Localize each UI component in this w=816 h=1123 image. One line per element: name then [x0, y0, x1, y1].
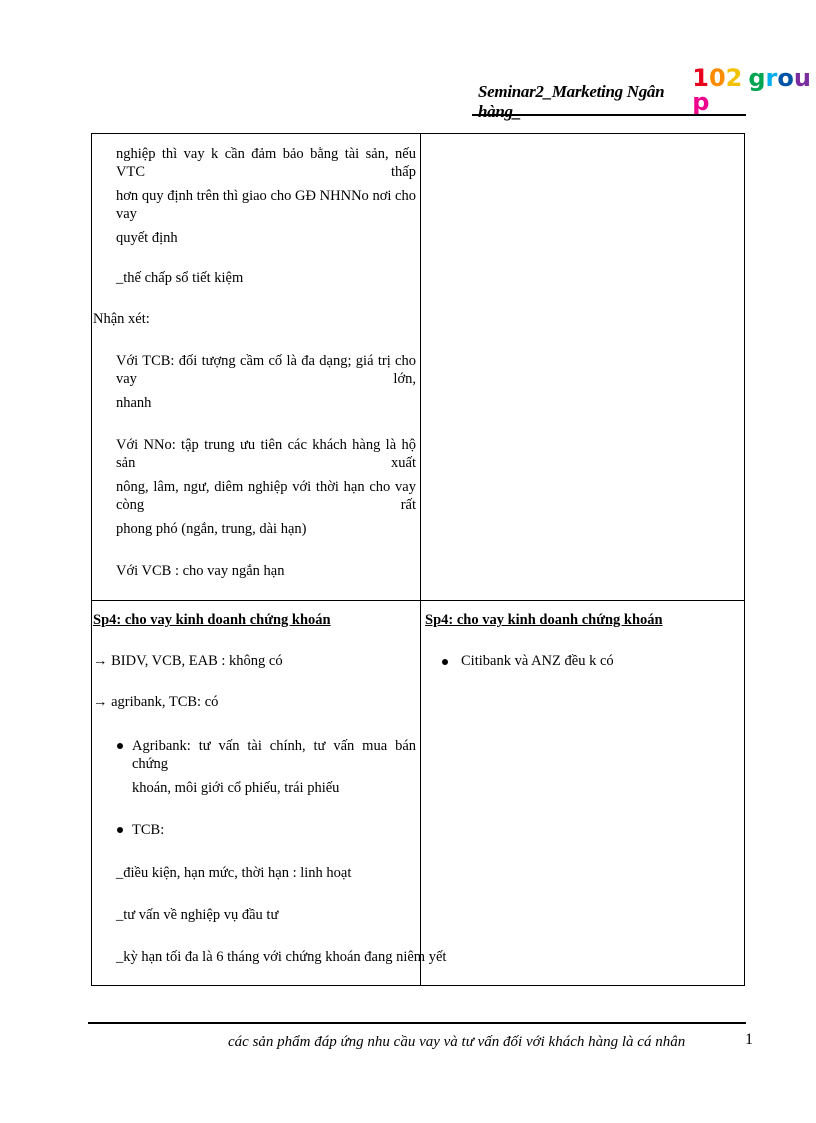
arrow-item: [93, 652, 283, 670]
logo-letter: u: [793, 64, 811, 92]
table-cell-top-left: [92, 134, 420, 600]
text-line: Với VCB : cho vay ngắn hạn: [116, 563, 285, 579]
group-logo: [692, 66, 816, 114]
table-cell-bottom-left: [92, 601, 447, 986]
footer-text: các sản phẩm đáp ứng nhu cầu vay và tư vấn đối với khách hàng là cá nhân: [228, 1034, 686, 1050]
logo-letter: 0: [708, 64, 726, 92]
bullet-icon: [117, 827, 123, 833]
text-line: _kỳ hạn tối đa là 6 tháng với chứng khoán đang niêm yết: [116, 949, 447, 965]
bullet-icon: [117, 743, 123, 749]
section-heading: Sp4: cho vay kinh doanh chứng khoán: [93, 612, 331, 628]
page-number: 1: [745, 1031, 753, 1048]
bullet-text: khoán, môi giới cổ phiếu, trái phiếu: [132, 780, 340, 796]
bullet-text: TCB:: [132, 822, 165, 838]
content-table: [91, 133, 745, 986]
logo-letter: r: [765, 64, 778, 92]
logo-letter: 2: [725, 64, 743, 92]
logo-letter: p: [692, 88, 710, 116]
arrow-icon: →: [93, 694, 108, 710]
bullet-text: Citibank và ANZ đều k có: [461, 653, 614, 669]
text-line: nghiệp thì vay k cần đảm bảo bằng tài sản, nếu VTC thấp: [116, 146, 416, 180]
logo-letter: o: [777, 64, 794, 92]
text-line: nông, lâm, ngư, diêm nghiệp với thời hạn cho vay còng rất: [116, 479, 416, 513]
bullet-text: Agribank: tư vấn tài chính, tư vấn mua bán chứng: [132, 738, 416, 772]
text-line: quyết định: [116, 230, 178, 246]
arrow-icon: →: [93, 653, 108, 669]
arrow-item-text: BIDV, VCB, EAB : không có: [111, 653, 283, 669]
header-rule: [472, 114, 746, 116]
logo-letter: 1: [692, 64, 709, 92]
text-line: Với NNo: tập trung ưu tiên các khách hàng là hộ sản xuất: [116, 437, 416, 471]
text-line: _thế chấp sổ tiết kiệm: [116, 270, 244, 286]
text-line: Nhận xét:: [93, 311, 150, 327]
arrow-item: [93, 693, 218, 711]
text-line: _điều kiện, hạn mức, thời hạn : linh hoạt: [116, 865, 352, 881]
text-line: nhanh: [116, 395, 152, 411]
bullet-icon: [442, 659, 448, 665]
arrow-item-text: agribank, TCB: có: [111, 694, 219, 710]
header-title: Seminar2_Marketing Ngân hàng_: [478, 82, 665, 121]
text-line: hơn quy định trên thì giao cho GĐ NHNNo nơi cho vay: [116, 188, 416, 222]
text-line: _tư vấn về nghiệp vụ đầu tư: [116, 907, 279, 923]
text-line: Với TCB: đối tượng cầm cố là đa dạng; giá trị cho vay lớn,: [116, 353, 416, 387]
footer-rule: [88, 1022, 746, 1024]
section-heading: Sp4: cho vay kinh doanh chứng khoán: [425, 612, 663, 628]
logo-letter: g: [748, 64, 766, 92]
text-line: phong phó (ngắn, trung, dài hạn): [116, 521, 307, 537]
table-cell-bottom-right: [421, 601, 744, 986]
